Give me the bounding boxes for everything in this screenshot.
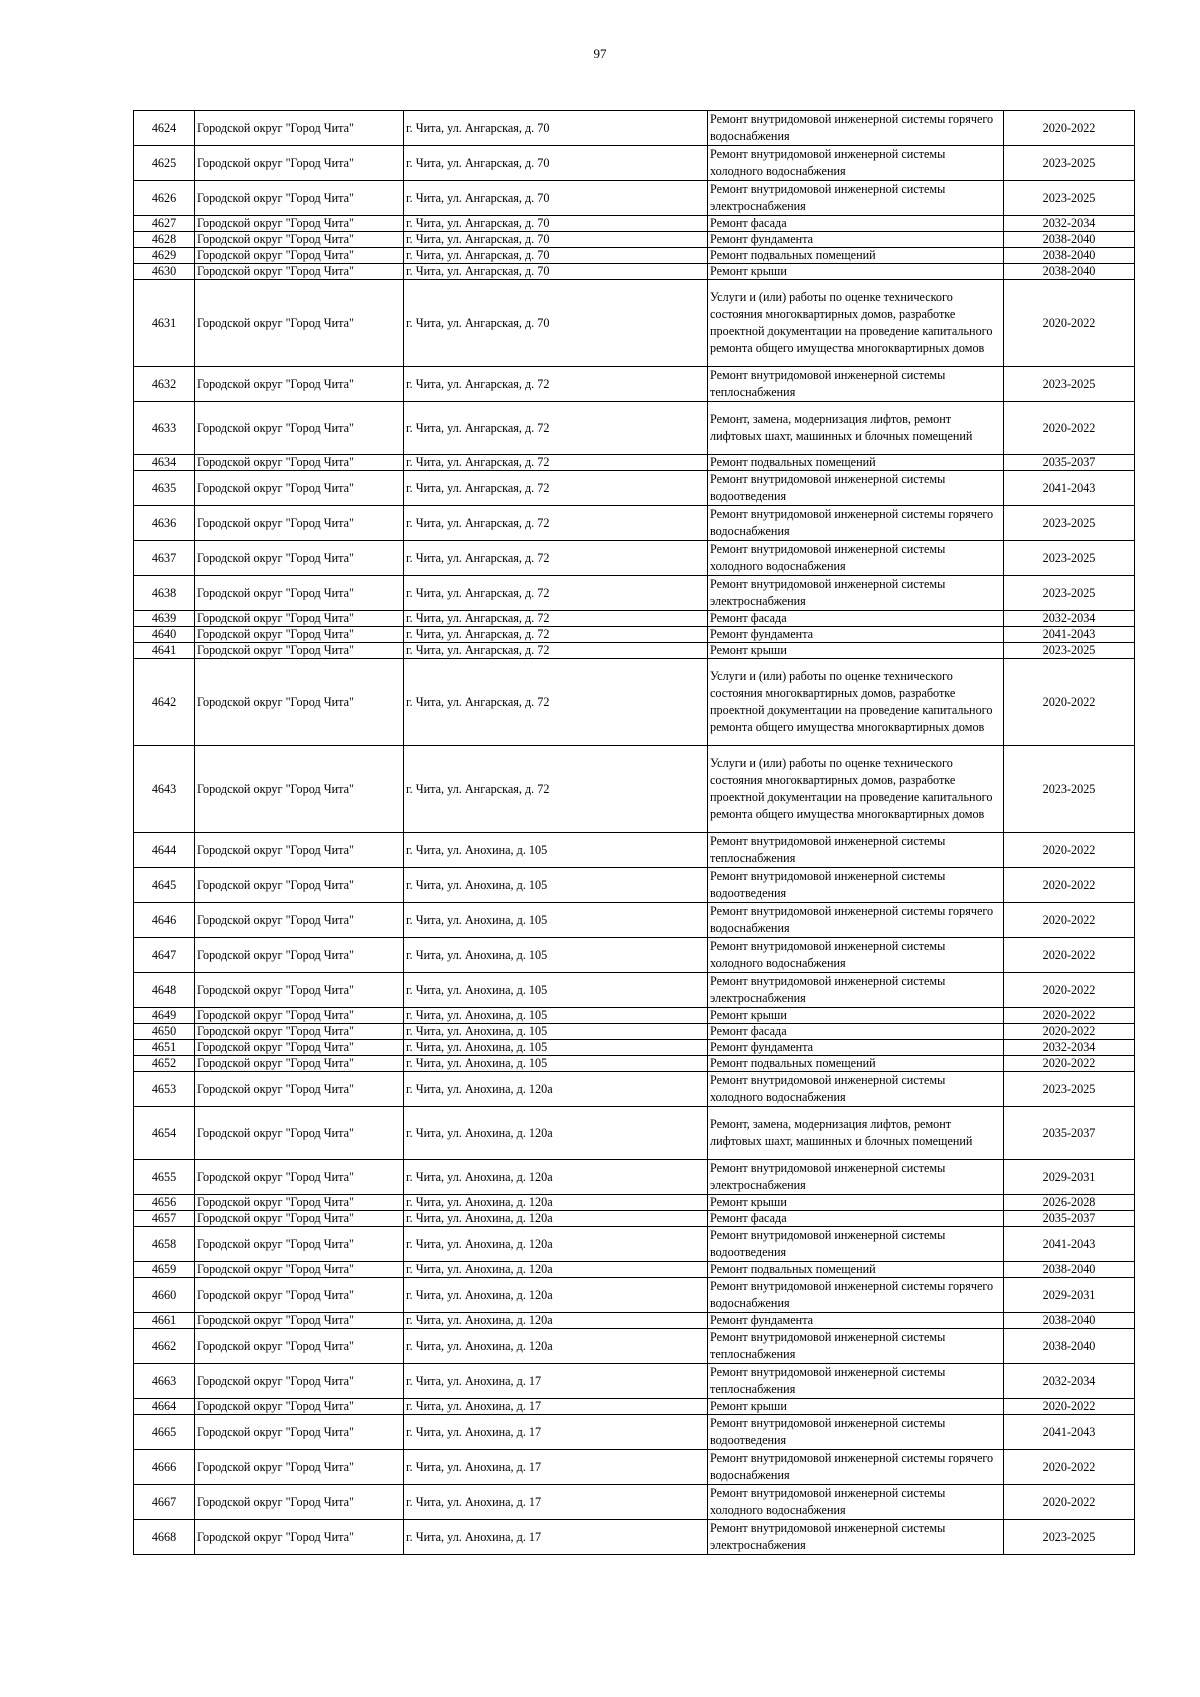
period-cell: 2020-2022 (1004, 659, 1135, 746)
table-row (134, 471, 1135, 506)
period-cell: 2023-2025 (1004, 1520, 1135, 1555)
table-row (134, 833, 1135, 868)
period-cell: 2038-2040 (1004, 1313, 1135, 1329)
address-cell: г. Чита, ул. Анохина, д. 120а (404, 1262, 708, 1278)
table-row (134, 903, 1135, 938)
table-row (134, 402, 1135, 455)
work-type-cell: Ремонт внутридомовой инженерной системы электроснабжения (708, 973, 1004, 1008)
municipality-cell: Городской округ "Город Чита" (195, 248, 404, 264)
period-cell: 2035-2037 (1004, 1107, 1135, 1160)
row-number-cell: 4658 (134, 1227, 195, 1262)
table-row (134, 1364, 1135, 1399)
period-cell: 2035-2037 (1004, 1211, 1135, 1227)
municipality-cell: Городской округ "Город Чита" (195, 280, 404, 367)
row-number-cell: 4629 (134, 248, 195, 264)
address-cell: г. Чита, ул. Анохина, д. 120а (404, 1313, 708, 1329)
period-cell: 2020-2022 (1004, 280, 1135, 367)
period-cell: 2041-2043 (1004, 627, 1135, 643)
table-row (134, 1195, 1135, 1211)
row-number-cell: 4668 (134, 1520, 195, 1555)
row-number-cell: 4643 (134, 746, 195, 833)
work-type-cell: Ремонт внутридомовой инженерной системы горячего водоснабжения (708, 1278, 1004, 1313)
period-cell: 2020-2022 (1004, 111, 1135, 146)
period-cell: 2020-2022 (1004, 903, 1135, 938)
period-cell: 2020-2022 (1004, 1450, 1135, 1485)
municipality-cell: Городской округ "Город Чита" (195, 903, 404, 938)
work-type-cell: Ремонт внутридомовой инженерной системы холодного водоснабжения (708, 938, 1004, 973)
period-cell: 2020-2022 (1004, 1056, 1135, 1072)
period-cell: 2023-2025 (1004, 506, 1135, 541)
municipality-cell: Городской округ "Город Чита" (195, 659, 404, 746)
period-cell: 2038-2040 (1004, 248, 1135, 264)
period-cell: 2041-2043 (1004, 1415, 1135, 1450)
municipality-cell: Городской округ "Город Чита" (195, 1450, 404, 1485)
municipality-cell: Городской округ "Город Чита" (195, 746, 404, 833)
address-cell: г. Чита, ул. Ангарская, д. 72 (404, 576, 708, 611)
row-number-cell: 4628 (134, 232, 195, 248)
period-cell: 2020-2022 (1004, 1485, 1135, 1520)
table-row (134, 611, 1135, 627)
row-number-cell: 4641 (134, 643, 195, 659)
work-type-cell: Ремонт крыши (708, 264, 1004, 280)
row-number-cell: 4639 (134, 611, 195, 627)
period-cell: 2035-2037 (1004, 455, 1135, 471)
row-number-cell: 4665 (134, 1415, 195, 1450)
period-cell: 2020-2022 (1004, 868, 1135, 903)
period-cell: 2020-2022 (1004, 1399, 1135, 1415)
municipality-cell: Городской округ "Город Чита" (195, 1160, 404, 1195)
table-row (134, 1399, 1135, 1415)
table-row (134, 541, 1135, 576)
address-cell: г. Чита, ул. Ангарская, д. 72 (404, 471, 708, 506)
period-cell: 2023-2025 (1004, 367, 1135, 402)
municipality-cell: Городской округ "Город Чита" (195, 146, 404, 181)
work-type-cell: Ремонт внутридомовой инженерной системы водоотведения (708, 471, 1004, 506)
row-number-cell: 4666 (134, 1450, 195, 1485)
table-row (134, 232, 1135, 248)
municipality-cell: Городской округ "Город Чита" (195, 216, 404, 232)
work-type-cell: Ремонт внутридомовой инженерной системы горячего водоснабжения (708, 903, 1004, 938)
address-cell: г. Чита, ул. Анохина, д. 120а (404, 1107, 708, 1160)
municipality-cell: Городской округ "Город Чита" (195, 181, 404, 216)
period-cell: 2038-2040 (1004, 1329, 1135, 1364)
work-type-cell: Ремонт фасада (708, 216, 1004, 232)
municipality-cell: Городской округ "Город Чита" (195, 611, 404, 627)
row-number-cell: 4636 (134, 506, 195, 541)
municipality-cell: Городской округ "Город Чита" (195, 1329, 404, 1364)
period-cell: 2020-2022 (1004, 833, 1135, 868)
table-body (134, 111, 1135, 1555)
address-cell: г. Чита, ул. Анохина, д. 17 (404, 1485, 708, 1520)
work-type-cell: Ремонт внутридомовой инженерной системы водоотведения (708, 1415, 1004, 1450)
period-cell: 2038-2040 (1004, 232, 1135, 248)
table-row (134, 181, 1135, 216)
address-cell: г. Чита, ул. Ангарская, д. 70 (404, 280, 708, 367)
period-cell: 2023-2025 (1004, 181, 1135, 216)
address-cell: г. Чита, ул. Анохина, д. 120а (404, 1195, 708, 1211)
work-type-cell: Ремонт внутридомовой инженерной системы водоотведения (708, 868, 1004, 903)
work-type-cell: Ремонт фундамента (708, 627, 1004, 643)
address-cell: г. Чита, ул. Анохина, д. 17 (404, 1450, 708, 1485)
table-row (134, 1313, 1135, 1329)
row-number-cell: 4630 (134, 264, 195, 280)
municipality-cell: Городской округ "Город Чита" (195, 1107, 404, 1160)
municipality-cell: Городской округ "Город Чита" (195, 1008, 404, 1024)
repair-schedule-table (133, 110, 1135, 1555)
municipality-cell: Городской округ "Город Чита" (195, 1262, 404, 1278)
table-row (134, 506, 1135, 541)
row-number-cell: 4647 (134, 938, 195, 973)
row-number-cell: 4644 (134, 833, 195, 868)
address-cell: г. Чита, ул. Ангарская, д. 72 (404, 611, 708, 627)
table-row (134, 111, 1135, 146)
address-cell: г. Чита, ул. Анохина, д. 120а (404, 1278, 708, 1313)
period-cell: 2020-2022 (1004, 1008, 1135, 1024)
address-cell: г. Чита, ул. Анохина, д. 120а (404, 1072, 708, 1107)
period-cell: 2032-2034 (1004, 1364, 1135, 1399)
address-cell: г. Чита, ул. Анохина, д. 105 (404, 1056, 708, 1072)
table-row (134, 1024, 1135, 1040)
row-number-cell: 4642 (134, 659, 195, 746)
table-row (134, 216, 1135, 232)
table-row (134, 659, 1135, 746)
address-cell: г. Чита, ул. Анохина, д. 105 (404, 833, 708, 868)
municipality-cell: Городской округ "Город Чита" (195, 627, 404, 643)
table-row (134, 455, 1135, 471)
table-row (134, 1040, 1135, 1056)
address-cell: г. Чита, ул. Ангарская, д. 72 (404, 367, 708, 402)
municipality-cell: Городской округ "Город Чита" (195, 455, 404, 471)
work-type-cell: Ремонт внутридомовой инженерной системы горячего водоснабжения (708, 1450, 1004, 1485)
row-number-cell: 4625 (134, 146, 195, 181)
work-type-cell: Ремонт внутридомовой инженерной системы электроснабжения (708, 576, 1004, 611)
row-number-cell: 4626 (134, 181, 195, 216)
row-number-cell: 4640 (134, 627, 195, 643)
work-type-cell: Ремонт фундамента (708, 1040, 1004, 1056)
row-number-cell: 4650 (134, 1024, 195, 1040)
municipality-cell: Городской округ "Город Чита" (195, 402, 404, 455)
table-row (134, 146, 1135, 181)
period-cell: 2020-2022 (1004, 973, 1135, 1008)
work-type-cell: Ремонт подвальных помещений (708, 1262, 1004, 1278)
municipality-cell: Городской округ "Город Чита" (195, 232, 404, 248)
address-cell: г. Чита, ул. Ангарская, д. 70 (404, 181, 708, 216)
table-row (134, 1160, 1135, 1195)
address-cell: г. Чита, ул. Анохина, д. 105 (404, 1008, 708, 1024)
address-cell: г. Чита, ул. Анохина, д. 17 (404, 1364, 708, 1399)
address-cell: г. Чита, ул. Ангарская, д. 72 (404, 659, 708, 746)
municipality-cell: Городской округ "Город Чита" (195, 541, 404, 576)
address-cell: г. Чита, ул. Ангарская, д. 72 (404, 627, 708, 643)
period-cell: 2023-2025 (1004, 541, 1135, 576)
row-number-cell: 4624 (134, 111, 195, 146)
row-number-cell: 4659 (134, 1262, 195, 1278)
municipality-cell: Городской округ "Город Чита" (195, 471, 404, 506)
period-cell: 2041-2043 (1004, 1227, 1135, 1262)
work-type-cell: Ремонт внутридомовой инженерной системы водоотведения (708, 1227, 1004, 1262)
period-cell: 2029-2031 (1004, 1160, 1135, 1195)
address-cell: г. Чита, ул. Анохина, д. 105 (404, 973, 708, 1008)
address-cell: г. Чита, ул. Анохина, д. 120а (404, 1160, 708, 1195)
address-cell: г. Чита, ул. Ангарская, д. 70 (404, 264, 708, 280)
period-cell: 2029-2031 (1004, 1278, 1135, 1313)
municipality-cell: Городской округ "Город Чита" (195, 1056, 404, 1072)
municipality-cell: Городской округ "Город Чита" (195, 506, 404, 541)
address-cell: г. Чита, ул. Анохина, д. 105 (404, 938, 708, 973)
row-number-cell: 4651 (134, 1040, 195, 1056)
row-number-cell: 4655 (134, 1160, 195, 1195)
table-row (134, 746, 1135, 833)
period-cell: 2032-2034 (1004, 611, 1135, 627)
row-number-cell: 4633 (134, 402, 195, 455)
period-cell: 2041-2043 (1004, 471, 1135, 506)
table-row (134, 1278, 1135, 1313)
address-cell: г. Чита, ул. Ангарская, д. 72 (404, 402, 708, 455)
municipality-cell: Городской округ "Город Чита" (195, 1520, 404, 1555)
period-cell: 2023-2025 (1004, 746, 1135, 833)
municipality-cell: Городской округ "Город Чита" (195, 1024, 404, 1040)
municipality-cell: Городской округ "Город Чита" (195, 576, 404, 611)
work-type-cell: Ремонт внутридомовой инженерной системы холодного водоснабжения (708, 541, 1004, 576)
row-number-cell: 4632 (134, 367, 195, 402)
municipality-cell: Городской округ "Город Чита" (195, 1211, 404, 1227)
period-cell: 2038-2040 (1004, 1262, 1135, 1278)
work-type-cell: Ремонт фасада (708, 611, 1004, 627)
table-row (134, 1329, 1135, 1364)
row-number-cell: 4649 (134, 1008, 195, 1024)
work-type-cell: Ремонт крыши (708, 1008, 1004, 1024)
period-cell: 2032-2034 (1004, 1040, 1135, 1056)
address-cell: г. Чита, ул. Ангарская, д. 70 (404, 248, 708, 264)
municipality-cell: Городской округ "Город Чита" (195, 1072, 404, 1107)
municipality-cell: Городской округ "Город Чита" (195, 1278, 404, 1313)
municipality-cell: Городской округ "Город Чита" (195, 643, 404, 659)
address-cell: г. Чита, ул. Ангарская, д. 72 (404, 746, 708, 833)
period-cell: 2020-2022 (1004, 402, 1135, 455)
work-type-cell: Ремонт крыши (708, 1195, 1004, 1211)
row-number-cell: 4653 (134, 1072, 195, 1107)
work-type-cell: Ремонт подвальных помещений (708, 455, 1004, 471)
municipality-cell: Городской округ "Город Чита" (195, 1485, 404, 1520)
municipality-cell: Городской округ "Город Чита" (195, 1399, 404, 1415)
address-cell: г. Чита, ул. Анохина, д. 120а (404, 1211, 708, 1227)
row-number-cell: 4652 (134, 1056, 195, 1072)
address-cell: г. Чита, ул. Анохина, д. 105 (404, 1024, 708, 1040)
period-cell: 2032-2034 (1004, 216, 1135, 232)
work-type-cell: Ремонт фундамента (708, 1313, 1004, 1329)
work-type-cell: Ремонт внутридомовой инженерной системы холодного водоснабжения (708, 1485, 1004, 1520)
address-cell: г. Чита, ул. Анохина, д. 105 (404, 1040, 708, 1056)
work-type-cell: Ремонт фундамента (708, 232, 1004, 248)
work-type-cell: Услуги и (или) работы по оценке технического состояния многоквартирных домов, разработке проектной документации на проведение капитального ремонта общего имущества многоквартирных домов (708, 659, 1004, 746)
address-cell: г. Чита, ул. Анохина, д. 105 (404, 868, 708, 903)
row-number-cell: 4664 (134, 1399, 195, 1415)
municipality-cell: Городской округ "Город Чита" (195, 1415, 404, 1450)
municipality-cell: Городской округ "Город Чита" (195, 868, 404, 903)
table-row (134, 627, 1135, 643)
work-type-cell: Ремонт фасада (708, 1211, 1004, 1227)
municipality-cell: Городской округ "Город Чита" (195, 938, 404, 973)
work-type-cell: Ремонт внутридомовой инженерной системы электроснабжения (708, 1160, 1004, 1195)
address-cell: г. Чита, ул. Анохина, д. 17 (404, 1415, 708, 1450)
address-cell: г. Чита, ул. Ангарская, д. 70 (404, 216, 708, 232)
table-row (134, 1107, 1135, 1160)
work-type-cell: Ремонт крыши (708, 643, 1004, 659)
row-number-cell: 4663 (134, 1364, 195, 1399)
table-row (134, 1415, 1135, 1450)
row-number-cell: 4635 (134, 471, 195, 506)
work-type-cell: Ремонт крыши (708, 1399, 1004, 1415)
address-cell: г. Чита, ул. Ангарская, д. 72 (404, 643, 708, 659)
address-cell: г. Чита, ул. Анохина, д. 105 (404, 903, 708, 938)
table-row (134, 1450, 1135, 1485)
municipality-cell: Городской округ "Город Чита" (195, 264, 404, 280)
municipality-cell: Городской округ "Город Чита" (195, 111, 404, 146)
municipality-cell: Городской округ "Город Чита" (195, 1364, 404, 1399)
row-number-cell: 4627 (134, 216, 195, 232)
address-cell: г. Чита, ул. Анохина, д. 17 (404, 1399, 708, 1415)
address-cell: г. Чита, ул. Ангарская, д. 72 (404, 541, 708, 576)
row-number-cell: 4654 (134, 1107, 195, 1160)
address-cell: г. Чита, ул. Анохина, д. 17 (404, 1520, 708, 1555)
row-number-cell: 4645 (134, 868, 195, 903)
work-type-cell: Ремонт внутридомовой инженерной системы холодного водоснабжения (708, 1072, 1004, 1107)
row-number-cell: 4638 (134, 576, 195, 611)
period-cell: 2020-2022 (1004, 1024, 1135, 1040)
row-number-cell: 4661 (134, 1313, 195, 1329)
period-cell: 2020-2022 (1004, 938, 1135, 973)
table-row (134, 938, 1135, 973)
work-type-cell: Ремонт фасада (708, 1024, 1004, 1040)
period-cell: 2023-2025 (1004, 1072, 1135, 1107)
row-number-cell: 4667 (134, 1485, 195, 1520)
municipality-cell: Городской округ "Город Чита" (195, 833, 404, 868)
table-row (134, 1056, 1135, 1072)
period-cell: 2023-2025 (1004, 576, 1135, 611)
table-row (134, 1227, 1135, 1262)
work-type-cell: Ремонт, замена, модернизация лифтов, ремонт лифтовых шахт, машинных и блочных помещений (708, 1107, 1004, 1160)
row-number-cell: 4662 (134, 1329, 195, 1364)
table-row (134, 1072, 1135, 1107)
row-number-cell: 4648 (134, 973, 195, 1008)
table-row (134, 643, 1135, 659)
table-row (134, 367, 1135, 402)
table-row (134, 264, 1135, 280)
row-number-cell: 4637 (134, 541, 195, 576)
table-row (134, 248, 1135, 264)
work-type-cell: Ремонт подвальных помещений (708, 1056, 1004, 1072)
municipality-cell: Городской округ "Город Чита" (195, 1195, 404, 1211)
municipality-cell: Городской округ "Город Чита" (195, 1227, 404, 1262)
work-type-cell: Ремонт внутридомовой инженерной системы теплоснабжения (708, 1364, 1004, 1399)
address-cell: г. Чита, ул. Ангарская, д. 72 (404, 506, 708, 541)
period-cell: 2023-2025 (1004, 643, 1135, 659)
work-type-cell: Ремонт внутридомовой инженерной системы теплоснабжения (708, 833, 1004, 868)
period-cell: 2038-2040 (1004, 264, 1135, 280)
municipality-cell: Городской округ "Город Чита" (195, 367, 404, 402)
table-row (134, 576, 1135, 611)
work-type-cell: Ремонт внутридомовой инженерной системы холодного водоснабжения (708, 146, 1004, 181)
work-type-cell: Услуги и (или) работы по оценке технического состояния многоквартирных домов, разработке проектной документации на проведение капитального ремонта общего имущества многоквартирных домов (708, 746, 1004, 833)
period-cell: 2026-2028 (1004, 1195, 1135, 1211)
table-row (134, 1485, 1135, 1520)
period-cell: 2023-2025 (1004, 146, 1135, 181)
address-cell: г. Чита, ул. Анохина, д. 120а (404, 1329, 708, 1364)
table-row (134, 1211, 1135, 1227)
row-number-cell: 4646 (134, 903, 195, 938)
work-type-cell: Ремонт, замена, модернизация лифтов, ремонт лифтовых шахт, машинных и блочных помещений (708, 402, 1004, 455)
address-cell: г. Чита, ул. Ангарская, д. 70 (404, 146, 708, 181)
row-number-cell: 4656 (134, 1195, 195, 1211)
table-row (134, 868, 1135, 903)
work-type-cell: Ремонт внутридомовой инженерной системы электроснабжения (708, 1520, 1004, 1555)
row-number-cell: 4631 (134, 280, 195, 367)
work-type-cell: Ремонт внутридомовой инженерной системы теплоснабжения (708, 367, 1004, 402)
address-cell: г. Чита, ул. Ангарская, д. 70 (404, 232, 708, 248)
table-row (134, 1008, 1135, 1024)
address-cell: г. Чита, ул. Ангарская, д. 70 (404, 111, 708, 146)
work-type-cell: Ремонт внутридомовой инженерной системы теплоснабжения (708, 1329, 1004, 1364)
table-row (134, 1262, 1135, 1278)
municipality-cell: Городской округ "Город Чита" (195, 1313, 404, 1329)
row-number-cell: 4660 (134, 1278, 195, 1313)
page-number: 97 (593, 46, 607, 61)
row-number-cell: 4657 (134, 1211, 195, 1227)
work-type-cell: Услуги и (или) работы по оценке технического состояния многоквартирных домов, разработке проектной документации на проведение капитального ремонта общего имущества многоквартирных домов (708, 280, 1004, 367)
work-type-cell: Ремонт внутридомовой инженерной системы электроснабжения (708, 181, 1004, 216)
work-type-cell: Ремонт внутридомовой инженерной системы горячего водоснабжения (708, 111, 1004, 146)
municipality-cell: Городской округ "Город Чита" (195, 1040, 404, 1056)
table-row (134, 1520, 1135, 1555)
work-type-cell: Ремонт внутридомовой инженерной системы горячего водоснабжения (708, 506, 1004, 541)
table-row (134, 973, 1135, 1008)
municipality-cell: Городской округ "Город Чита" (195, 973, 404, 1008)
work-type-cell: Ремонт подвальных помещений (708, 248, 1004, 264)
table-row (134, 280, 1135, 367)
address-cell: г. Чита, ул. Ангарская, д. 72 (404, 455, 708, 471)
address-cell: г. Чита, ул. Анохина, д. 120а (404, 1227, 708, 1262)
row-number-cell: 4634 (134, 455, 195, 471)
